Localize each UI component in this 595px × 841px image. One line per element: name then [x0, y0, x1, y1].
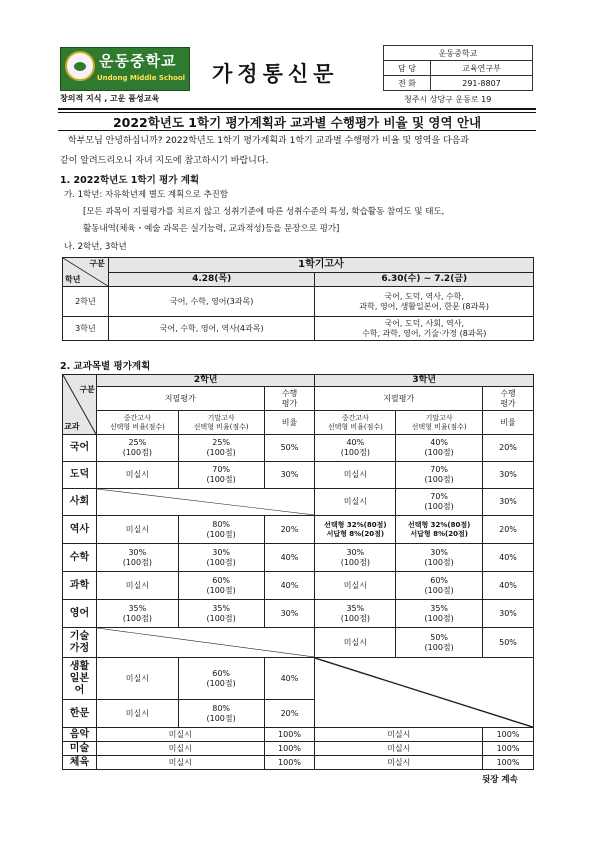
value: 60%	[430, 575, 449, 585]
exam2-line-2: 수학, 과학, 영어, 기술·가정 (8과목)	[362, 328, 487, 338]
g3-midterm	[315, 544, 396, 572]
school-name: 운동중학교	[99, 52, 177, 70]
table-row	[63, 544, 534, 572]
value: (100점)	[424, 502, 454, 511]
value: 30%	[128, 547, 147, 557]
exam2-line-1: 국어, 도덕, 사회, 역사,	[384, 318, 465, 328]
exam-schedule-table	[62, 257, 534, 341]
final-line-2: 선택형 비율(점수)	[193, 422, 249, 431]
g3-midterm	[315, 600, 396, 628]
value: 30%	[346, 547, 365, 557]
final-header	[178, 411, 264, 435]
value: 30%	[212, 547, 231, 557]
g2-perf-ratio: 100%	[264, 728, 315, 742]
document-title: 가정통신문	[212, 62, 339, 86]
subject-label: 한문	[63, 700, 97, 728]
table-row	[63, 317, 534, 341]
g2-perf-ratio: 20%	[264, 700, 315, 728]
bracket-line-2: 활동내역(체육・예술 과목은 실기능력, 교과적성)등을 문장으로 평가]	[83, 224, 340, 234]
ratio-header: 비율	[483, 411, 534, 435]
value: 서답형 8%(20점)	[326, 529, 385, 538]
perf-line-1: 수행	[281, 388, 298, 398]
g2-perf-ratio: 100%	[264, 756, 315, 770]
g3-final	[396, 544, 483, 572]
g3-midterm	[315, 435, 396, 462]
g2-perf-ratio: 40%	[264, 658, 315, 700]
value: (100점)	[424, 448, 454, 457]
g3-final	[396, 600, 483, 628]
performance-header	[483, 387, 534, 411]
exam1-subjects: 국어, 수학, 영어, 역사(4과목)	[108, 317, 315, 341]
g2-perf-ratio: 20%	[264, 516, 315, 544]
table-row	[63, 462, 534, 489]
subject-line: 가정	[69, 642, 90, 654]
g3-perf-ratio: 30%	[483, 489, 534, 516]
g3-perf-ratio: 40%	[483, 572, 534, 600]
g3-final	[396, 572, 483, 600]
midterm-line-1: 중간고사	[341, 414, 369, 423]
value: (100점)	[340, 613, 370, 623]
exam2-line-1: 국어, 도덕, 역사, 수학,	[384, 291, 465, 301]
corner-cell	[63, 375, 97, 435]
g3-midterm	[315, 516, 396, 544]
value: 30%	[430, 547, 449, 557]
item-ga: 가. 1학년: 자유학년제 별도 계획으로 추진함	[64, 190, 229, 200]
g2-perf-ratio: 30%	[264, 600, 315, 628]
value: (100점)	[424, 642, 454, 652]
value: 40%	[430, 438, 449, 448]
bracket-line-1: [모든 과목이 지필평가를 치르지 않고 성취기준에 따른 성취수준의 특성, 학습활동 참여도 및 태도,	[83, 207, 445, 217]
g2-midterm: 미실시	[96, 572, 178, 600]
g3-midterm: 미실시	[315, 462, 396, 489]
table-row	[63, 728, 534, 742]
g2-written: 미실시	[96, 742, 264, 756]
value: (100점)	[206, 613, 236, 623]
final-line-2: 선택형 비율(점수)	[411, 422, 467, 431]
value: (100점)	[122, 613, 152, 623]
value: 70%	[212, 465, 231, 475]
value: 35%	[212, 603, 231, 613]
table-row	[63, 572, 534, 600]
diagonal-line	[97, 489, 315, 515]
perf-line-2: 평가	[500, 398, 516, 408]
subject-label: 영어	[63, 600, 97, 628]
continued-note: 뒷장 계속	[482, 775, 518, 785]
value: 서답형 8%(20점)	[410, 529, 468, 538]
table-row	[63, 489, 534, 516]
value: 80%	[212, 703, 231, 713]
value: (100점)	[122, 557, 152, 567]
written-exam-header: 지필평가	[96, 387, 264, 411]
value: (100점)	[206, 557, 236, 567]
value: (100점)	[340, 557, 370, 567]
g3-written: 미실시	[315, 756, 483, 770]
table-row	[63, 658, 534, 700]
info-dept-label: 담 당	[384, 61, 431, 76]
value: (100점)	[424, 475, 454, 484]
g2-final	[178, 544, 264, 572]
g3-perf-ratio: 40%	[483, 544, 534, 572]
g3-perf-ratio: 20%	[483, 516, 534, 544]
subject-label: 사회	[63, 489, 97, 516]
g2-final	[178, 572, 264, 600]
school-logo	[60, 47, 190, 91]
value: 35%	[128, 603, 147, 613]
value: (100점)	[206, 529, 236, 539]
ratio-header: 비율	[264, 411, 315, 435]
g2-final	[178, 700, 264, 728]
info-phone-label: 전 화	[384, 76, 431, 91]
corner-top-label: 구분	[89, 259, 105, 268]
g2-midterm	[96, 600, 178, 628]
subject-line: 어	[74, 684, 85, 696]
divider	[58, 108, 536, 110]
g2-perf-ratio: 40%	[264, 572, 315, 600]
g2-written: 미실시	[96, 728, 264, 742]
g3-perf-ratio: 30%	[483, 462, 534, 489]
g2-midterm: 미실시	[96, 462, 178, 489]
g2-final	[178, 462, 264, 489]
corner-cell	[63, 258, 109, 287]
corner-top-label: 구분	[79, 385, 95, 394]
divider	[58, 130, 536, 131]
midterm-header	[96, 411, 178, 435]
not-applicable-cell	[96, 628, 315, 658]
g3-perf-ratio: 100%	[483, 742, 534, 756]
exam-date-2: 6.30(수) ~ 7.2(금)	[315, 273, 534, 287]
grade2-header: 2학년	[96, 375, 315, 387]
corner-bottom-label: 학년	[65, 275, 81, 285]
school-motto: 창의적 지식 , 고운 품성교육	[60, 94, 160, 103]
g2-perf-ratio: 40%	[264, 544, 315, 572]
grade-label: 2학년	[63, 287, 109, 317]
g3-midterm: 미실시	[315, 628, 396, 658]
subject-label: 국어	[63, 435, 97, 462]
midterm-line-1: 중간고사	[123, 414, 151, 423]
notice-subtitle: 2022학년도 1학기 평가계획과 교과별 수행평가 비율 및 영역 안내	[112, 115, 482, 130]
intro-line-2: 같이 알려드리오니 자녀 지도에 참고하시기 바랍니다.	[60, 156, 269, 166]
section-1-title: 1. 2022학년도 1학기 평가 계획	[60, 175, 200, 186]
value: (100점)	[206, 448, 236, 457]
g2-midterm	[96, 435, 178, 462]
g3-final	[396, 628, 483, 658]
subject-label: 음악	[63, 728, 97, 742]
g2-final	[178, 435, 264, 462]
value: (100점)	[122, 448, 152, 457]
exam-date-1: 4.28(목)	[108, 273, 315, 287]
g2-final	[178, 658, 264, 700]
subject-line: 일본	[69, 672, 90, 684]
g3-final	[396, 489, 483, 516]
final-line-1: 기말고사	[425, 414, 453, 423]
g3-perf-ratio: 50%	[483, 628, 534, 658]
value: 70%	[430, 492, 449, 502]
value: (100점)	[424, 557, 454, 567]
school-name-en: Undong Middle School	[97, 74, 186, 82]
exam2-line-2: 과학, 영어, 생활일본어, 한문 (8과목)	[359, 301, 490, 311]
value: 25%	[212, 438, 231, 448]
table-row	[63, 435, 534, 462]
table-row	[63, 756, 534, 770]
value: 40%	[346, 438, 365, 448]
g3-written: 미실시	[315, 728, 483, 742]
value: 60%	[212, 668, 231, 678]
g3-final	[396, 462, 483, 489]
exam2-subjects	[315, 317, 534, 341]
value: 35%	[430, 603, 449, 613]
perf-line-1: 수행	[500, 388, 516, 398]
g2-written: 미실시	[96, 756, 264, 770]
diagonal-line	[97, 628, 315, 657]
value: (100점)	[424, 585, 454, 595]
value: 70%	[430, 465, 449, 475]
value: (100점)	[424, 613, 454, 623]
g3-midterm: 미실시	[315, 572, 396, 600]
school-address: 청주시 상당구 운동로 19	[404, 95, 492, 104]
table-row	[63, 742, 534, 756]
exam2-subjects	[315, 287, 534, 317]
perf-line-2: 평가	[281, 398, 298, 408]
subject-line: 기술	[69, 630, 90, 642]
midterm-line-2: 선택형 비율(점수)	[327, 422, 383, 431]
grade-label: 3학년	[63, 317, 109, 341]
intro-line-1: 학부모님 안녕하십니까? 2022학년도 1학기 평가계획과 1학기 교과별 수행평가 비율 및 영역을 다음과	[68, 136, 469, 146]
section-2-title: 2. 교과목별 평가계획	[60, 361, 151, 372]
performance-header	[264, 387, 315, 411]
table-row	[63, 600, 534, 628]
table-row	[63, 516, 534, 544]
subject-label	[63, 628, 97, 658]
value: (100점)	[206, 475, 236, 484]
midterm-line-2: 선택형 비율(점수)	[109, 422, 165, 431]
subject-label: 수학	[63, 544, 97, 572]
g2-final	[178, 600, 264, 628]
exam1-subjects: 국어, 수학, 영어(3과목)	[108, 287, 315, 317]
subject-label: 미술	[63, 742, 97, 756]
g3-written: 미실시	[315, 742, 483, 756]
g3-final	[396, 435, 483, 462]
g3-perf-ratio: 100%	[483, 756, 534, 770]
g2-midterm: 미실시	[96, 516, 178, 544]
corner-bottom-label: 교과	[64, 422, 80, 432]
g2-midterm: 미실시	[96, 700, 178, 728]
value: 60%	[212, 575, 231, 585]
item-na: 나. 2학년, 3학년	[64, 242, 127, 252]
value: 50%	[430, 632, 449, 642]
final-line-1: 기말고사	[207, 414, 235, 423]
table-row	[63, 628, 534, 658]
value: (100점)	[206, 713, 236, 723]
final-header	[396, 411, 483, 435]
value: 35%	[346, 603, 365, 613]
g2-perf-ratio: 50%	[264, 435, 315, 462]
subject-label	[63, 658, 97, 700]
subject-label: 체육	[63, 756, 97, 770]
g3-final	[396, 516, 483, 544]
g2-midterm	[96, 544, 178, 572]
grade3-header: 3학년	[315, 375, 534, 387]
subject-line: 생활	[69, 660, 90, 672]
exam-header: 1학기고사	[108, 258, 533, 273]
diagonal-line	[315, 658, 533, 727]
subject-label: 과학	[63, 572, 97, 600]
value: 선택형 32%(80점)	[407, 521, 471, 530]
value: (100점)	[206, 678, 236, 688]
g2-final	[178, 516, 264, 544]
midterm-header	[315, 411, 396, 435]
g3-perf-ratio: 30%	[483, 600, 534, 628]
g2-midterm: 미실시	[96, 658, 178, 700]
info-phone-value: 291-8807	[431, 76, 533, 91]
value: (100점)	[340, 448, 370, 457]
written-exam-header: 지필평가	[315, 387, 483, 411]
subject-label: 도덕	[63, 462, 97, 489]
contact-info-table	[383, 45, 533, 91]
subject-evaluation-table	[62, 374, 534, 770]
value: 선택형 32%(80점)	[324, 521, 387, 530]
g3-perf-ratio: 20%	[483, 435, 534, 462]
g3-midterm: 미실시	[315, 489, 396, 516]
g3-perf-ratio: 100%	[483, 728, 534, 742]
subject-label: 역사	[63, 516, 97, 544]
not-applicable-cell	[96, 489, 315, 516]
value: (100점)	[206, 585, 236, 595]
info-school: 운동중학교	[384, 46, 533, 61]
not-applicable-cell	[315, 658, 534, 728]
school-emblem-icon	[65, 51, 95, 81]
g2-perf-ratio: 30%	[264, 462, 315, 489]
info-dept-value: 교육연구부	[431, 61, 533, 76]
table-row	[63, 287, 534, 317]
g2-perf-ratio: 100%	[264, 742, 315, 756]
value: 80%	[212, 519, 231, 529]
value: 25%	[128, 438, 147, 448]
